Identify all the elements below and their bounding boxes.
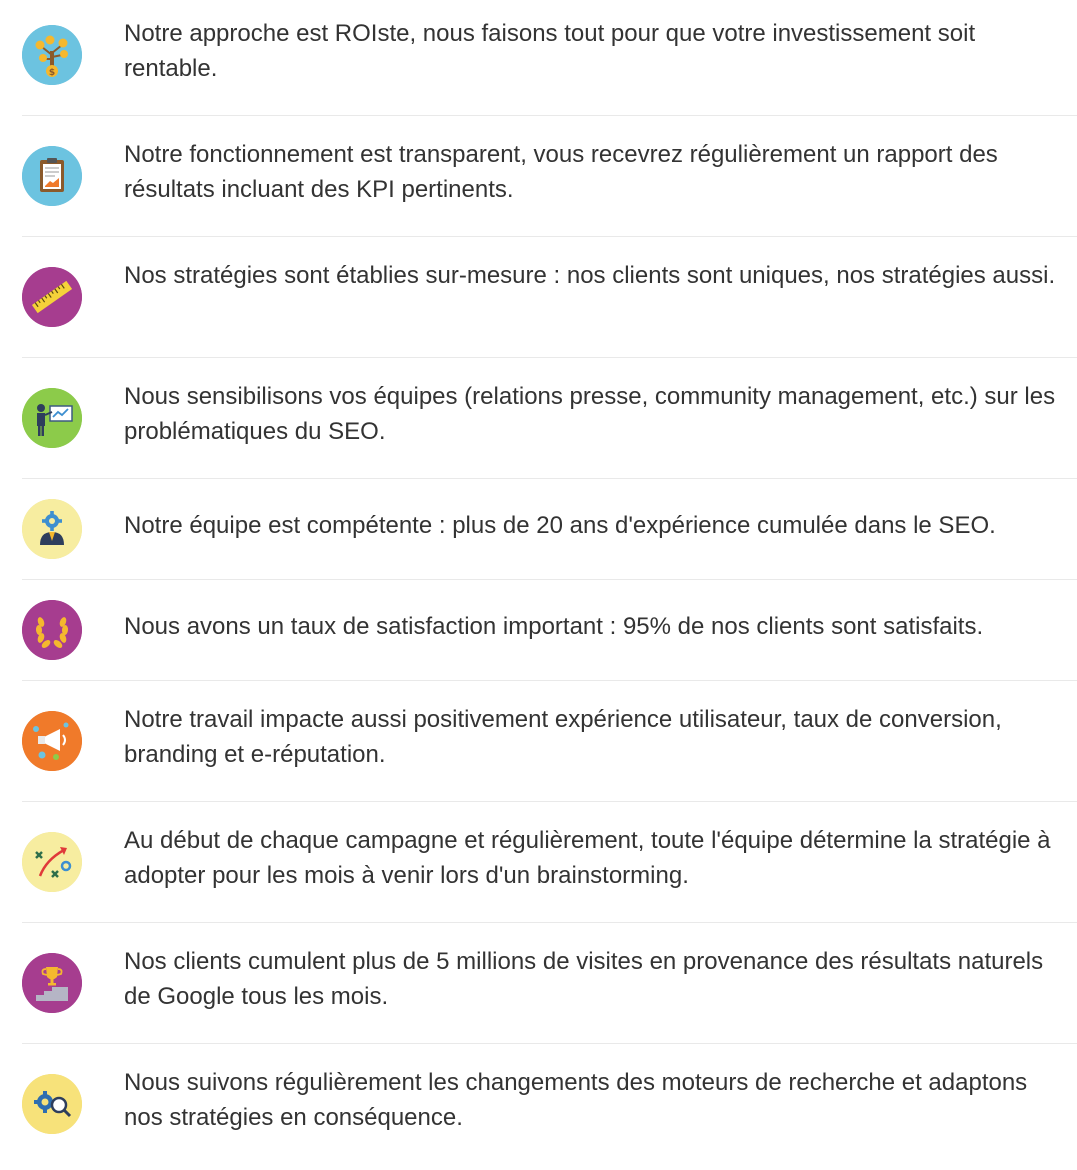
list-item: [0, 121, 1077, 242]
divider: [22, 801, 1077, 802]
list-item: [0, 686, 1077, 807]
list-item-text: Notre fonctionnement est transparent, vous recevrez régulièrement un rapport des résultats incluant des KPI pertinents.: [124, 141, 998, 203]
list-item-text: Nos stratégies sont établies sur-mesure : nos clients sont uniques, nos stratégies aussi.: [124, 262, 1056, 289]
measuring-tape-icon: [22, 267, 82, 327]
list-item: [0, 928, 1077, 1049]
trophy-stairs-icon: [22, 953, 82, 1013]
megaphone-icon: [22, 711, 82, 771]
list-item-text: Nous sensibilisons vos équipes (relations presse, community management, etc.) sur les problématiques du SEO.: [124, 383, 1056, 445]
list-item-text: Nous suivons régulièrement les changements des moteurs de recherche et adaptons nos stratégies en conséquence.: [124, 1069, 1028, 1131]
divider: [22, 236, 1077, 237]
list-item: [0, 242, 1077, 363]
expert-gear-icon: [22, 499, 82, 559]
list-item-text: Nos clients cumulent plus de 5 millions de visites en provenance des résultats naturels de Google tous les mois.: [124, 948, 1044, 1010]
divider: [22, 579, 1077, 580]
presenter-board-icon: [22, 388, 82, 448]
money-tree-icon: [22, 25, 82, 85]
list-item-text: Au début de chaque campagne et régulièrement, toute l'équipe détermine la stratégie à adopter pour les mois à venir lors d'un brainstorming.: [124, 827, 1051, 889]
divider: [22, 357, 1077, 358]
divider: [22, 922, 1077, 923]
list-item: [0, 363, 1077, 484]
divider: [22, 115, 1077, 116]
laurel-wreath-icon: [22, 600, 82, 660]
clipboard-report-icon: [22, 146, 82, 206]
svg-text:$: $: [48, 68, 56, 78]
list-item: [0, 0, 1077, 121]
gears-magnifier-icon: [22, 1074, 82, 1134]
strategy-arrow-icon: [22, 832, 82, 892]
list-item-text: Nous avons un taux de satisfaction important : 95% de nos clients sont satisfaits.: [124, 613, 984, 640]
divider: [22, 478, 1077, 479]
list-item: [0, 807, 1077, 928]
list-item-text: Notre approche est ROIste, nous faisons tout pour que votre investissement soit rentable.: [124, 20, 976, 82]
list-item: [0, 1049, 1077, 1170]
divider: [22, 680, 1077, 681]
list-item-text: Notre travail impacte aussi positivement expérience utilisateur, taux de conversion, branding et e-réputation.: [124, 706, 1002, 768]
list-item-text: Notre équipe est compétente : plus de 20 ans d'expérience cumulée dans le SEO.: [124, 512, 996, 539]
divider: [22, 1043, 1077, 1044]
